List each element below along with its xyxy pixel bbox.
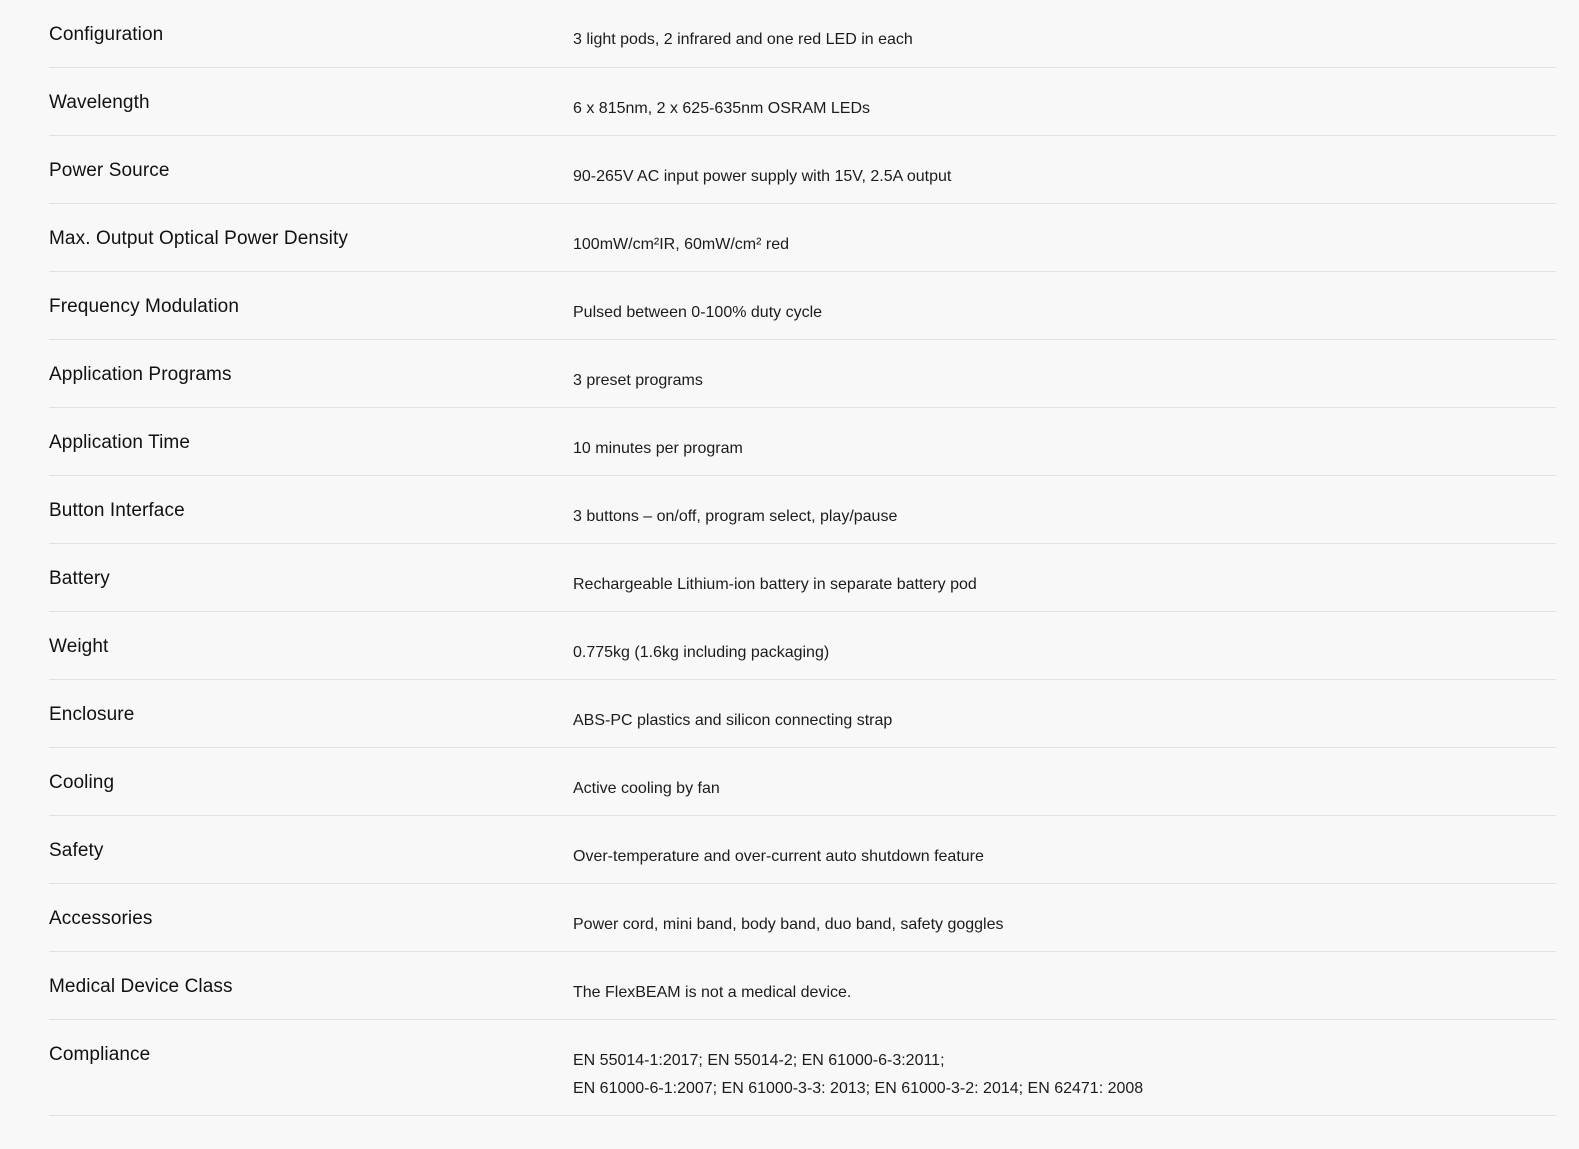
spec-label: Frequency Modulation	[49, 296, 239, 317]
spec-row-cooling	[49, 748, 1556, 816]
spec-value: 3 buttons – on/off, program select, play/pause	[573, 508, 898, 525]
spec-label: Wavelength	[49, 92, 150, 113]
spec-label: Weight	[49, 636, 109, 657]
spec-label: Cooling	[49, 772, 115, 793]
spec-label: Enclosure	[49, 704, 135, 725]
spec-label: Power Source	[49, 160, 170, 181]
spec-value: 100mW/cm²IR, 60mW/cm² red	[573, 236, 790, 253]
spec-row-safety	[49, 816, 1556, 884]
spec-row-application-programs	[49, 340, 1556, 408]
spec-value: Active cooling by fan	[573, 780, 720, 797]
spec-row-wavelength	[49, 68, 1556, 136]
spec-value-line: EN 55014-1:2017; EN 55014-2; EN 61000-6-3:2011;	[573, 1052, 945, 1069]
spec-label: Safety	[49, 840, 104, 861]
spec-value: 3 light pods, 2 infrared and one red LED in each	[573, 31, 913, 48]
spec-row-configuration	[49, 0, 1556, 68]
spec-value-line: EN 61000-6-1:2007; EN 61000-3-3: 2013; EN 61000-3-2: 2014; EN 62471: 2008	[573, 1080, 1144, 1097]
spec-value: 10 minutes per program	[573, 440, 743, 457]
spec-value: 6 x 815nm, 2 x 625-635nm OSRAM LEDs	[573, 100, 871, 117]
spec-row-weight	[49, 612, 1556, 680]
spec-label: Application Time	[49, 432, 191, 453]
spec-value: Rechargeable Lithium-ion battery in separate battery pod	[573, 576, 977, 593]
spec-label: Configuration	[49, 24, 164, 45]
spec-table	[49, 0, 1556, 1116]
spec-row-frequency-modulation	[49, 272, 1556, 340]
spec-value: 90-265V AC input power supply with 15V, 2.5A output	[573, 168, 952, 185]
spec-label: Button Interface	[49, 500, 185, 521]
spec-value: 3 preset programs	[573, 372, 703, 389]
spec-row-optical-power-density	[49, 204, 1556, 272]
spec-row-medical-device-class	[49, 952, 1556, 1020]
spec-label: Accessories	[49, 908, 153, 929]
spec-label: Compliance	[49, 1044, 151, 1065]
spec-value: ABS-PC plastics and silicon connecting strap	[573, 712, 893, 729]
spec-label: Application Programs	[49, 364, 232, 385]
spec-row-application-time	[49, 408, 1556, 476]
spec-value	[573, 1020, 1556, 1103]
spec-value: Over-temperature and over-current auto shutdown feature	[573, 848, 984, 865]
spec-row-button-interface	[49, 476, 1556, 544]
spec-value: The FlexBEAM is not a medical device.	[573, 984, 852, 1001]
spec-label: Max. Output Optical Power Density	[49, 228, 348, 249]
spec-label: Medical Device Class	[49, 976, 233, 997]
spec-value: 0.775kg (1.6kg including packaging)	[573, 644, 830, 661]
spec-row-power-source	[49, 136, 1556, 204]
spec-row-accessories	[49, 884, 1556, 952]
spec-label: Battery	[49, 568, 110, 589]
spec-row-battery	[49, 544, 1556, 612]
spec-row-compliance	[49, 1020, 1556, 1116]
spec-value: Pulsed between 0-100% duty cycle	[573, 304, 823, 321]
spec-row-enclosure	[49, 680, 1556, 748]
spec-value: Power cord, mini band, body band, duo band, safety goggles	[573, 916, 1004, 933]
